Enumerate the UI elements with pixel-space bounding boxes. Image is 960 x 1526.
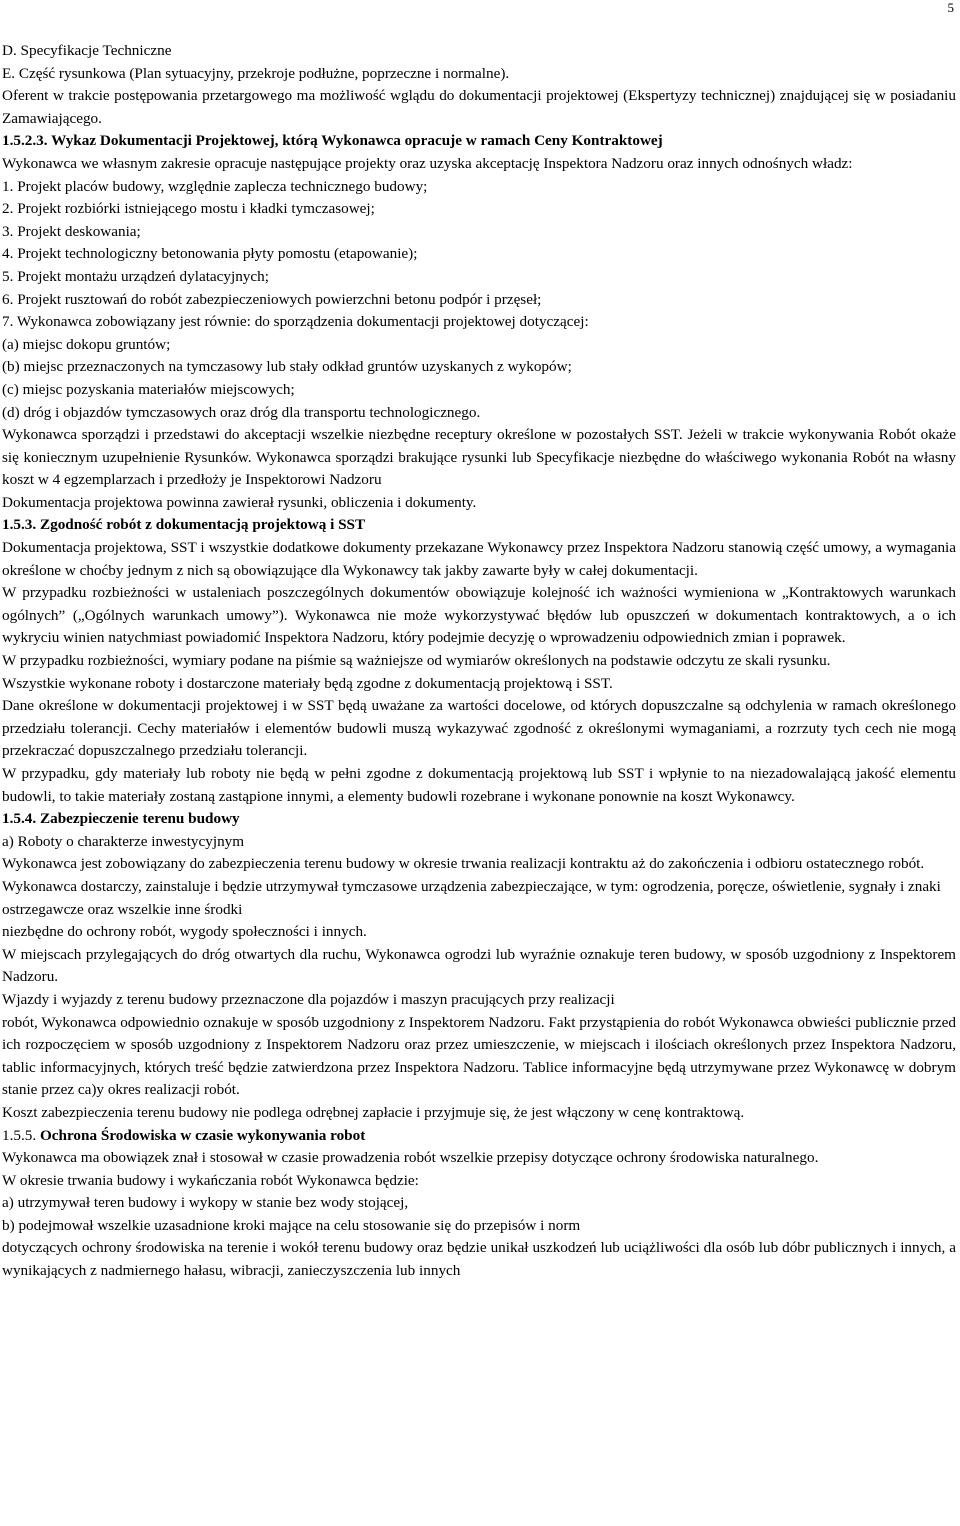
paragraph-text: Wykonawca we własnym zakresie opracuje następujące projekty oraz uzyska akceptację Inspektora Nadzoru oraz innych odnośnych władz:: [2, 154, 853, 172]
heading-text: Ochrona Środowiska w czasie wykonywania robot: [39, 1126, 366, 1144]
section-heading: [2, 514, 956, 537]
paragraph-text: Wykonawca dostarczy, zainstaluje i będzie utrzymywał tymczasowe urządzenia zabezpieczające, w tym: ogrodzenia, poręcze, oświetlenie, sygnały i znaki ostrzegawcze oraz wszelkie inne środki: [2, 877, 941, 918]
paragraph: [2, 289, 956, 312]
paragraph-text: dotyczących ochrony środowiska na terenie i wokół terenu budowy oraz będzie unikał uszkodzeń lub uciążliwości dla osób lub dóbr publicznych i innych, a wynikających z nadmiernego hałasu, wibracji, zanieczyszczenia lub innych: [2, 1239, 956, 1280]
paragraph: [2, 334, 956, 357]
paragraph-text: 4. Projekt technologiczny betonowania płyty pomostu (etapowanie);: [2, 245, 418, 263]
paragraph-text: W okresie trwania budowy i wykańczania robót Wykonawca będzie:: [2, 1171, 419, 1189]
heading-text: 1.5.4. Zabezpieczenie terenu budowy: [2, 810, 240, 828]
paragraph: [2, 221, 956, 244]
paragraph: [2, 1102, 956, 1125]
paragraph: [2, 921, 956, 944]
paragraph-text: D. Specyfikacje Techniczne: [2, 42, 172, 59]
paragraph-text: niezbędne do ochrony robót, wygody społeczności i innych.: [2, 923, 367, 941]
paragraph: [2, 1192, 956, 1215]
heading-text: 1.5.3. Zgodność robót z dokumentacją projektową i SST: [2, 516, 366, 534]
paragraph: [2, 695, 956, 763]
paragraph: [2, 198, 956, 221]
paragraph: [2, 582, 956, 650]
paragraph-text: Wszystkie wykonane roboty i dostarczone materiały będą zgodne z dokumentacją projektową i SST.: [2, 674, 613, 692]
paragraph: [2, 876, 956, 921]
section-heading: [2, 808, 956, 831]
paragraph: [2, 153, 956, 176]
paragraph-text: a) utrzymywał teren budowy i wykopy w stanie bez wody stojącej,: [2, 1194, 409, 1212]
paragraph-text: Wykonawca sporządzi i przedstawi do akceptacji wszelkie niezbędne receptury określone w pozostałych SST. Jeżeli w trakcie wykonywania Robót okaże się koniecznym uzupełnienie Rysunków. Wykonawca sporządzi brakujące rysunki lub Specyfikacje niezbędne do właściwego wykonania Robót na własny koszt w 4 egzemplarzach i przedłoży je Inspektorowi Nadzoru: [2, 426, 956, 489]
paragraph-text: (a) miejsc dokopu gruntów;: [2, 335, 171, 353]
paragraph-text: Wykonawca jest zobowiązany do zabezpieczenia terenu budowy w okresie trwania realizacji kontraktu aż do zakończenia i odbioru ostatecznego robót.: [2, 855, 925, 873]
paragraph-text: 6. Projekt rusztowań do robót zabezpieczeniowych powierzchni betonu podpór i przęseł;: [2, 290, 542, 308]
paragraph-text: Dokumentacja projektowa powinna zawierał rysunki, obliczenia i dokumenty.: [2, 493, 477, 511]
paragraph-text: W przypadku rozbieżności w ustaleniach poszczególnych dokumentów obowiązuje kolejność ich ważności wymieniona w „Kontraktowych warunkach ogólnych” („Ogólnych warunkach umowy”). Wykonawca nie może wykorzystywać błędów lub opuszczeń w dokumentach kontraktowych, a o ich wykryciu winien natychmiast powiadomić Inspektora Nadzoru, który podejmie decyzję o wprowadzeniu odpowiednich zmian i poprawek.: [2, 584, 956, 647]
paragraph: [2, 673, 956, 696]
paragraph: [2, 379, 956, 402]
paragraph-text: 3. Projekt deskowania;: [2, 222, 141, 240]
section-heading: [2, 130, 956, 153]
paragraph: [2, 356, 956, 379]
paragraph-text: W przypadku, gdy materiały lub roboty nie będą w pełni zgodne z dokumentacją projektową lub SST i wpłynie to na niezadowalającą jakość elementu budowli, to takie materiały zostaną zastąpione innymi, a elementy budowli rozebrane i wykonane ponownie na koszt Wykonawcy.: [2, 765, 956, 805]
paragraph: [2, 989, 956, 1012]
paragraph-text: a) Roboty o charakterze inwestycyjnym: [2, 832, 245, 850]
paragraph: [2, 1147, 956, 1170]
paragraph: [2, 176, 956, 199]
paragraph: [2, 311, 956, 334]
paragraph-text: Oferent w trakcie postępowania przetargowego ma możliwość wglądu do dokumentacji projektowej (Ekspertyzy technicznej) znajdującej się w posiadaniu Zamawiającego.: [2, 87, 956, 127]
paragraph: [2, 85, 956, 130]
paragraph-text: robót, Wykonawca odpowiednio oznakuje w sposób uzgodniony z Inspektorem Nadzoru. Fakt przystąpienia do robót Wykonawca obwieści publicznie przed ich rozpoczęciem w sposób uzgodniony z Inspektorem Nadzoru oraz przez umieszczenie, w miejscach i ilościach określonych przez Inspektora Nadzoru, tablic informacyjnych, których treść będzie zatwierdzona przez Inspektora Nadzoru. Tablice informacyjne będą utrzymywane przez Wykonawcę w dobrym stanie przez ca)y okres realizacji robót.: [2, 1013, 956, 1099]
paragraph: [2, 1237, 956, 1282]
document-body: [2, 40, 956, 1283]
paragraph-text: Wjazdy i wyjazdy z terenu budowy przeznaczone dla pojazdów i maszyn pracujących przy realizacji: [2, 990, 615, 1008]
paragraph: [2, 1170, 956, 1193]
paragraph: [2, 402, 956, 425]
paragraph-text: 1. Projekt placów budowy, względnie zaplecza technicznego budowy;: [2, 177, 428, 195]
paragraph-text: 5. Projekt montażu urządzeń dylatacyjnych;: [2, 267, 269, 285]
paragraph-text: (b) miejsc przeznaczonych na tymczasowy lub stały odkład gruntów uzyskanych z wykopów;: [2, 358, 572, 376]
paragraph: [2, 492, 956, 515]
paragraph-text: Dane określone w dokumentacji projektowej i w SST będą uważane za wartości docelowe, od których dopuszczalne są odchylenia w ramach określonego przedziału tolerancji. Cechy materiałów i elementów budowli muszą wykazywać zgodność z określonymi wymaganiami, a rozrzuty tych cech nie mogą przekraczać dopuszczalnego przedziału tolerancji.: [2, 697, 956, 760]
paragraph: [2, 831, 956, 854]
paragraph-text: W miejscach przylegających do dróg otwartych dla ruchu, Wykonawca ogrodzi lub wyraźnie oznakuje teren budowy, w sposób uzgodniony z Inspektorem Nadzoru.: [2, 945, 956, 986]
paragraph: [2, 944, 956, 989]
paragraph-text: 7. Wykonawca zobowiązany jest równie: do sporządzenia dokumentacji projektowej dotyczącej:: [2, 313, 589, 331]
paragraph-text: E. Część rysunkowa (Plan sytuacyjny, przekroje podłużne, poprzeczne i normalne).: [2, 64, 510, 82]
section-heading: [2, 1125, 956, 1148]
paragraph: [2, 63, 956, 86]
paragraph: [2, 650, 956, 673]
paragraph: [2, 266, 956, 289]
paragraph: [2, 1012, 956, 1102]
paragraph: [2, 763, 956, 808]
paragraph: [2, 243, 956, 266]
paragraph-text: b) podejmował wszelkie uzasadnione kroki mające na celu stosowanie się do przepisów i norm: [2, 1216, 581, 1234]
paragraph: [2, 537, 956, 582]
heading-text: 1.5.2.3. Wykaz Dokumentacji Projektowej, którą Wykonawca opracuje w ramach Ceny Kontraktowej: [2, 132, 663, 150]
paragraph-text: W przypadku rozbieżności, wymiary podane na piśmie są ważniejsze od wymiarów określonych na podstawie odczytu ze skali rysunku.: [2, 652, 831, 670]
paragraph: [2, 853, 956, 876]
paragraph-text: Dokumentacja projektowa, SST i wszystkie dodatkowe dokumenty przekazane Wykonawcy przez Inspektora Nadzoru stanowią część umowy, a wymagania określone w choćby jednym z nich są obowiązujące dla Wykonawcy tak jakby zawarte były w całej dokumentacji.: [2, 539, 956, 579]
paragraph-text: 2. Projekt rozbiórki istniejącego mostu i kładki tymczasowej;: [2, 200, 375, 218]
paragraph-text: Koszt zabezpieczenia terenu budowy nie podlega odrębnej zapłacie i przyjmuje się, że jest włączony w cenę kontraktową.: [2, 1103, 745, 1121]
page-number: 5: [947, 0, 954, 15]
paragraph-text: (c) miejsc pozyskania materiałów miejscowych;: [2, 380, 295, 398]
paragraph: [2, 424, 956, 492]
paragraph-text: (d) dróg i objazdów tymczasowych oraz dróg dla transportu technologicznego.: [2, 403, 481, 421]
paragraph-text: Wykonawca ma obowiązek znał i stosował w czasie prowadzenia robót wszelkie przepisy dotyczące ochrony środowiska naturalnego.: [2, 1149, 819, 1167]
section-number: 1.5.5.: [2, 1126, 40, 1144]
paragraph: [2, 40, 956, 63]
paragraph: [2, 1215, 956, 1238]
